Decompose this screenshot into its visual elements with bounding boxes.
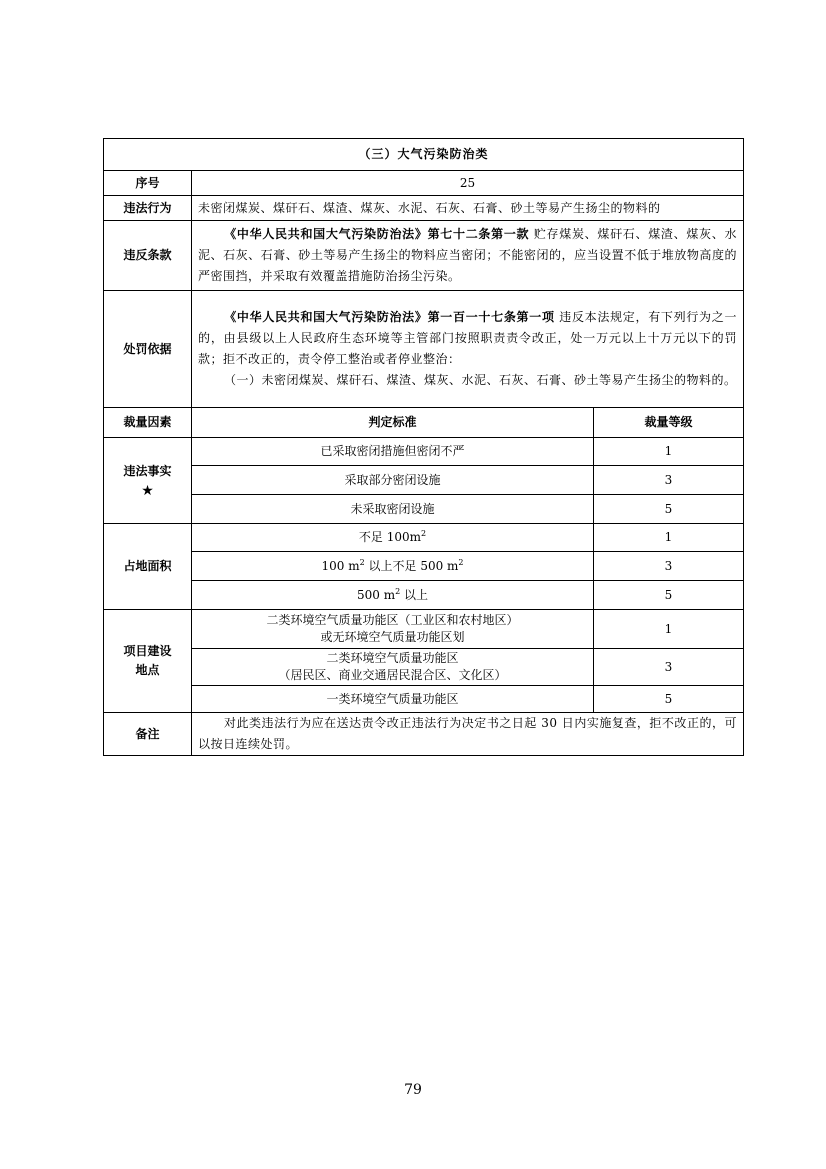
standard-cell: 采取部分密闭设施 xyxy=(192,466,594,495)
standard-cell: 一类环境空气质量功能区 xyxy=(192,686,594,713)
standard-cell xyxy=(192,610,594,649)
standard-line: （居民区、商业交通居民混合区、文化区） xyxy=(278,668,507,682)
standard-cell xyxy=(192,649,594,686)
area-text: 100 m xyxy=(321,558,360,573)
serial-value: 25 xyxy=(192,171,744,196)
standard-cell xyxy=(192,581,594,610)
penalty-basis-item: （一）未密闭煤炭、煤矸石、煤渣、煤灰、水泥、石灰、石膏、砂土等易产生扬尘的物料的。 xyxy=(224,373,737,387)
factor-location-line2: 地点 xyxy=(135,663,160,677)
violated-clause-label: 违反条款 xyxy=(104,221,192,291)
standard-line: 二类环境空气质量功能区（工业区和农村地区） xyxy=(266,613,519,627)
page-number: 79 xyxy=(404,1082,422,1098)
penalty-basis-law: 《中华人民共和国大气污染防治法》第一百一十七条第一项 xyxy=(224,310,555,324)
level-cell: 5 xyxy=(594,495,744,524)
level-cell: 3 xyxy=(594,649,744,686)
violation-value: 未密闭煤炭、煤矸石、煤渣、煤灰、水泥、石灰、石膏、砂土等易产生扬尘的物料的 xyxy=(192,196,744,221)
violated-clause-cell xyxy=(192,221,744,291)
header-factor: 裁量因素 xyxy=(104,408,192,438)
header-level: 裁量等级 xyxy=(594,408,744,438)
table-title: （三）大气污染防治类 xyxy=(104,139,744,171)
level-cell: 1 xyxy=(594,524,744,552)
standard-cell xyxy=(192,552,594,581)
standard-cell xyxy=(192,524,594,552)
area-sup: 2 xyxy=(421,529,427,538)
violation-label: 违法行为 xyxy=(104,196,192,221)
area-text: 500 m xyxy=(356,587,396,602)
level-cell: 3 xyxy=(594,552,744,581)
standard-line: 二类环境空气质量功能区 xyxy=(326,651,459,665)
level-cell: 5 xyxy=(594,581,744,610)
remarks-text: 对此类违法行为应在送达责令改正违法行为决定书之日起 30 日内实施复查，拒不改正的，可以按日连续处罚。 xyxy=(198,716,737,751)
penalty-basis-text: 违反本法规定，有下列行为之一的，由县级以上人民政府生态环境等主管部门按照职责责令改正，处一万元以上十万元以下的罚款；拒不改正的，责令停工整治或者停业整治： xyxy=(198,310,737,366)
area-sup: 2 xyxy=(458,557,464,567)
star-icon: ★ xyxy=(141,483,154,499)
remarks-cell xyxy=(192,713,744,756)
header-standard: 判定标准 xyxy=(192,408,594,438)
area-sup: 2 xyxy=(359,557,365,567)
penalty-basis-cell xyxy=(192,291,744,408)
level-cell: 5 xyxy=(594,686,744,713)
penalty-basis-label: 处罚依据 xyxy=(104,291,192,408)
factor-location xyxy=(104,610,192,713)
standard-cell: 已采取密闭措施但密闭不严 xyxy=(192,438,594,466)
area-sup: 2 xyxy=(395,586,401,596)
serial-label: 序号 xyxy=(104,171,192,196)
factor-area: 占地面积 xyxy=(104,524,192,610)
standard-cell: 未采取密闭设施 xyxy=(192,495,594,524)
level-cell: 1 xyxy=(594,610,744,649)
level-cell: 1 xyxy=(594,438,744,466)
level-cell: 3 xyxy=(594,466,744,495)
penalty-table xyxy=(103,138,744,756)
violated-clause-law: 《中华人民共和国大气污染防治法》第七十二条第一款 xyxy=(224,227,530,241)
area-text: 不足 100m xyxy=(358,530,421,544)
factor-violation-fact xyxy=(104,438,192,524)
area-text: 以上 xyxy=(400,587,429,602)
violated-clause-text: 贮存煤炭、煤矸石、煤渣、煤灰、水泥、石灰、石膏、砂土等易产生扬尘的物料应当密闭；不能密闭的，应当设置不低于堆放物高度的严密围挡，并采取有效覆盖措施防治扬尘污染。 xyxy=(198,227,737,283)
standard-line: 或无环境空气质量功能区划 xyxy=(320,630,465,644)
factor-violation-fact-label: 违法事实 xyxy=(123,464,172,478)
remarks-label: 备注 xyxy=(104,713,192,756)
area-text: 以上不足 500 m xyxy=(364,558,459,573)
factor-location-line1: 项目建设 xyxy=(123,644,172,658)
